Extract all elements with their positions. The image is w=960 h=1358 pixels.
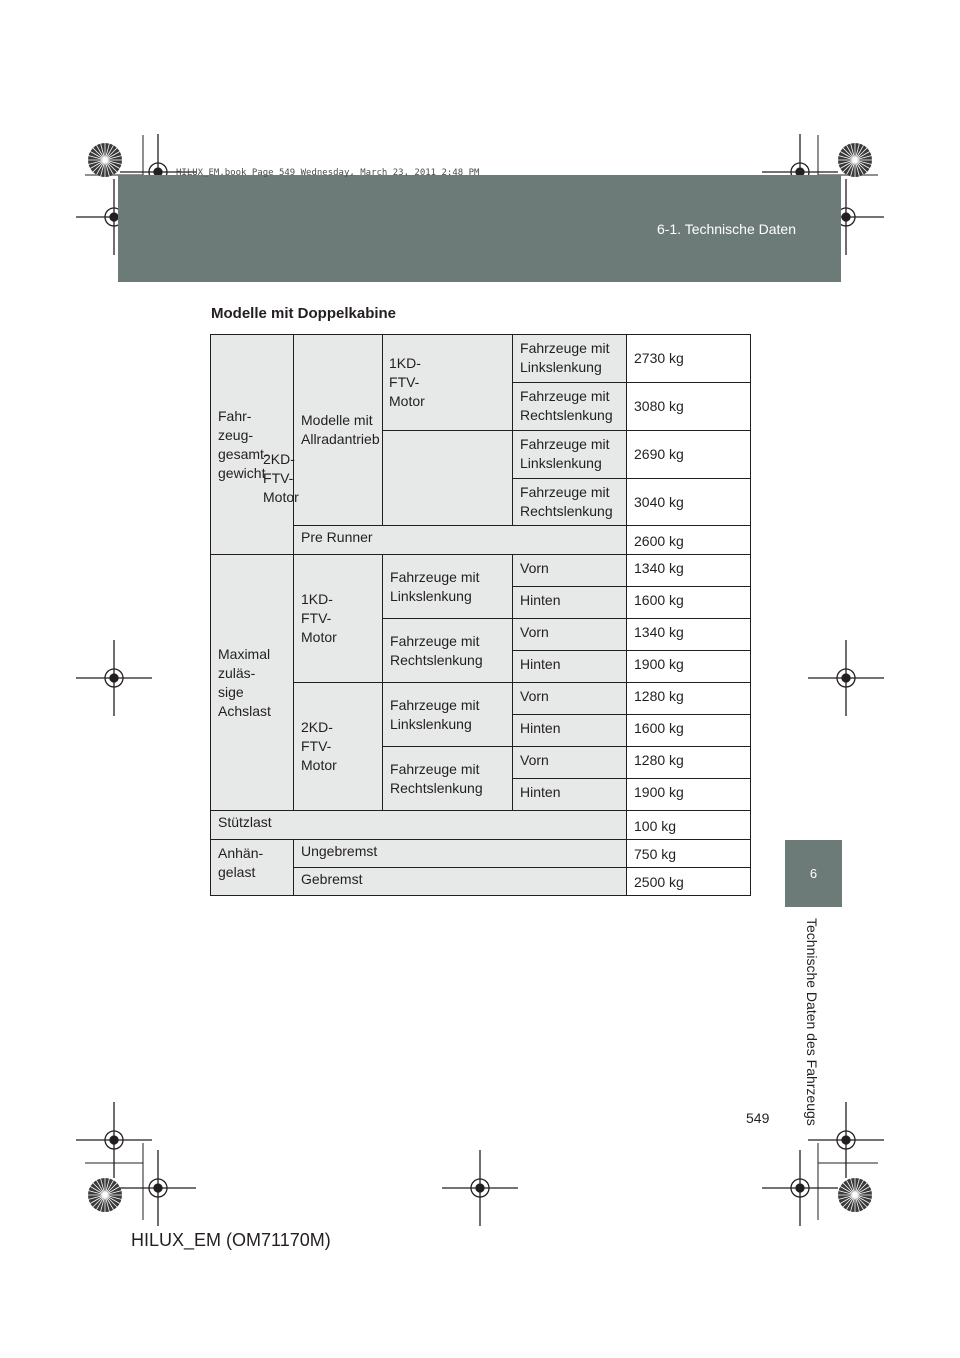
- value-cell: 1340 kg: [627, 619, 751, 651]
- prerunner-label: Pre Runner: [294, 526, 627, 555]
- engine-label: 2KD- FTV- Motor: [294, 683, 383, 811]
- color-wheel-mark: [838, 143, 872, 177]
- registration-mark: [808, 640, 884, 716]
- registration-mark: [762, 1150, 838, 1226]
- axle-cell: Vorn: [513, 747, 627, 779]
- chapter-label: Technische Daten des Fahrzeugs: [804, 918, 820, 1126]
- axle-cell: Hinten: [513, 779, 627, 811]
- value-cell: 3080 kg: [627, 383, 751, 431]
- gesamtgewicht-label: Fahr- zeug- gesamt- gewicht: [211, 335, 294, 555]
- value-cell: 1340 kg: [627, 555, 751, 587]
- value-cell: 1900 kg: [627, 779, 751, 811]
- axle-cell: Vorn: [513, 555, 627, 587]
- color-wheel-mark: [838, 1178, 872, 1212]
- header-section-title: 6-1. Technische Daten: [656, 221, 796, 237]
- trailer-type-cell: Ungebremst: [294, 840, 627, 868]
- axle-cell: Hinten: [513, 587, 627, 619]
- axle-cell: Vorn: [513, 683, 627, 715]
- registration-mark: [76, 640, 152, 716]
- engine-label: [383, 335, 513, 431]
- value-cell: 1900 kg: [627, 651, 751, 683]
- steering-cell: Fahrzeuge mit Rechtslenkung: [513, 383, 627, 431]
- table-row: [211, 335, 751, 383]
- steering-cell: Fahrzeuge mit Linkslenkung: [383, 683, 513, 747]
- engine-label: [263, 431, 513, 526]
- value-cell: 2730 kg: [627, 335, 751, 383]
- steering-cell: Fahrzeuge mit Linkslenkung: [513, 335, 627, 383]
- trailer-type-cell: Gebremst: [294, 868, 627, 896]
- anhaengelast-label: Anhän- gelast: [211, 840, 294, 896]
- stuetzlast-label: Stützlast: [211, 811, 627, 840]
- color-wheel-mark: [88, 1178, 122, 1212]
- table-row: [211, 811, 751, 840]
- axle-cell: Hinten: [513, 651, 627, 683]
- spec-table: [210, 334, 751, 896]
- section-title: Modelle mit Doppelkabine: [211, 305, 397, 322]
- allrad-label: Modelle mit Allradantrieb: [294, 335, 383, 526]
- registration-mark: [76, 1102, 152, 1178]
- axle-cell: Hinten: [513, 715, 627, 747]
- header-band: [118, 175, 841, 282]
- value-cell: 750 kg: [627, 840, 751, 868]
- table-row: [211, 555, 751, 587]
- steering-cell: Fahrzeuge mit Rechtslenkung: [513, 479, 627, 526]
- axle-cell: Vorn: [513, 619, 627, 651]
- engine-name: 2KD- FTV- Motor: [263, 450, 299, 505]
- print-stamp: HILUX_EM.book Page 549 Wednesday, March 23, 2011 2:48 PM: [176, 168, 480, 178]
- value-cell: 2500 kg: [627, 868, 751, 896]
- color-wheel-mark: [88, 143, 122, 177]
- value-cell: 2690 kg: [627, 431, 751, 479]
- value-cell: 2600 kg: [627, 526, 751, 555]
- table-row: [211, 840, 751, 868]
- value-cell: 1600 kg: [627, 587, 751, 619]
- steering-cell: Fahrzeuge mit Linkslenkung: [383, 555, 513, 619]
- chapter-tab: 6: [785, 840, 842, 907]
- value-cell: 1280 kg: [627, 747, 751, 779]
- steering-cell: Fahrzeuge mit Linkslenkung: [513, 431, 627, 479]
- engine-label: 1KD- FTV- Motor: [294, 555, 383, 683]
- registration-mark: [442, 1150, 518, 1226]
- value-cell: 3040 kg: [627, 479, 751, 526]
- steering-cell: Fahrzeuge mit Rechtslenkung: [383, 747, 513, 811]
- page-number: 549: [746, 1110, 770, 1126]
- footer-code: HILUX_EM (OM71170M): [131, 1230, 331, 1250]
- registration-mark: [120, 1150, 196, 1226]
- steering-cell: Fahrzeuge mit Rechtslenkung: [383, 619, 513, 683]
- achslast-label: Maximal zuläs- sige Achslast: [211, 555, 294, 811]
- value-cell: 1280 kg: [627, 683, 751, 715]
- value-cell: 100 kg: [627, 811, 751, 840]
- value-cell: 1600 kg: [627, 715, 751, 747]
- engine-name: 1KD- FTV- Motor: [389, 355, 425, 409]
